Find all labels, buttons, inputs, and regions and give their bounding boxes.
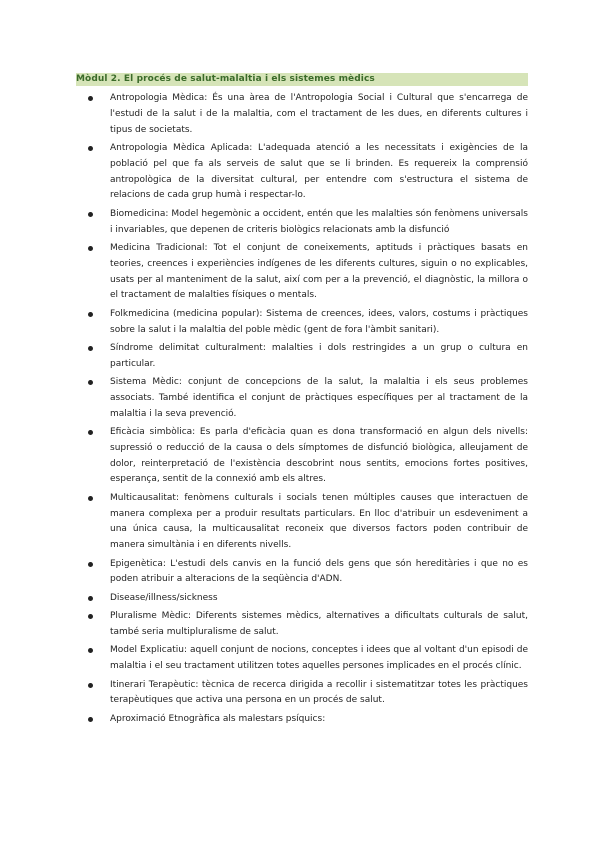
glossary-item: Antropologia Mèdica: És una àrea de l'Antropologia Social i Cultural que s'encarrega de l'estudi de la salut i de la malaltia, com el tractament de les dues, en diferents cultures i tipus de societats. xyxy=(76,91,528,138)
glossary-item: Epigenètica: L'estudi dels canvis en la funció dels gens que són hereditàries i que no es poden atribuir a alteracions de la seqüència d'ADN. xyxy=(76,557,528,589)
glossary-item: Model Explicatiu: aquell conjunt de nocions, conceptes i idees que al voltant d'un episodi de malaltia i el seu tractament utilitzen totes aquelles persones implicades en el procés clínic. xyxy=(76,643,528,675)
glossary-item: Itinerari Terapèutic: tècnica de recerca dirigida a recollir i sistematitzar totes les pràctiques terapèutiques que activa una persona en un procés de salut. xyxy=(76,678,528,710)
glossary-list xyxy=(76,91,528,730)
section-heading: Mòdul 2. El procés de salut-malaltia i els sistemes mèdics xyxy=(76,73,528,86)
glossary-item: Medicina Tradicional: Tot el conjunt de coneixements, aptituds i pràctiques basats en teories, creences i experiències indígenes de les diferents cultures, siguin o no explicables, usats per al manteniment de la salut, així com per a la prevenció, el diagnòstic, la millora o el tractament de malalties físiques o mentals. xyxy=(76,241,528,304)
glossary-item: Antropologia Mèdica Aplicada: L'adequada atenció a les necessitats i exigències de la població pel que fa als serveis de salut que se li brinden. Es requereix la comprensió antropològica de la diversitat cultural, per entendre com s'estructura el sistema de relacions de cada grup humà i respectar-lo. xyxy=(76,141,528,204)
glossary-item: Disease/illness/sickness xyxy=(76,591,528,607)
glossary-item: Eficàcia simbòlica: Es parla d'eficàcia quan es dona transformació en algun dels nivells: supressió o reducció de la causa o dels símptomes de disfunció biològica, alleujament de dolor, reinterpretació de l'existència descobrint nous sentits, emocions fortes positives, esperança, sentit de la connexió amb els altres. xyxy=(76,425,528,488)
glossary-item: Sistema Mèdic: conjunt de concepcions de la salut, la malaltia i els seus problemes associats. També identifica el conjunt de pràctiques específiques per al tractament de la malaltia i la seva prevenció. xyxy=(76,375,528,422)
glossary-item: Folkmedicina (medicina popular): Sistema de creences, idees, valors, costums i pràctiques sobre la salut i la malaltia del poble mèdic (gent de fora l'àmbit sanitari). xyxy=(76,307,528,339)
glossary-item: Síndrome delimitat culturalment: malalties i dols restringides a un grup o cultura en particular. xyxy=(76,341,528,373)
glossary-item: Pluralisme Mèdic: Diferents sistemes mèdics, alternatives a dificultats culturals de salut, també seria multipluralisme de salut. xyxy=(76,609,528,641)
glossary-item: Multicausalitat: fenòmens culturals i socials tenen múltiples causes que interactuen de manera complexa per a produir resultats particulars. En lloc d'atribuir un esdeveniment a una única causa, la multicausalitat reconeix que diversos factors poden contribuir de manera simultània i en diferents nivells. xyxy=(76,491,528,554)
glossary-item: Biomedicina: Model hegemònic a occident, entén que les malalties són fenòmens universals i invariables, que depenen de criteris biològics relacionats amb la disfunció xyxy=(76,207,528,239)
glossary-item: Aproximació Etnogràfica als malestars psíquics: xyxy=(76,712,528,728)
